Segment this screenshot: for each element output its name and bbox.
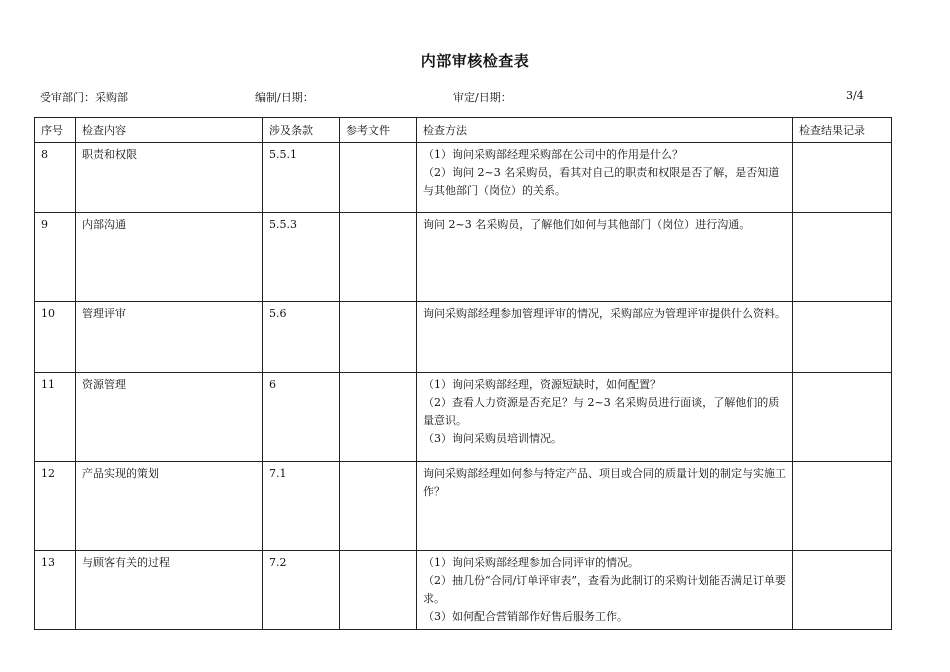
audit-checklist-table — [34, 117, 892, 630]
row-no: 10 — [35, 302, 76, 373]
header-no: 序号 — [35, 118, 76, 143]
row-content: 资源管理 — [76, 373, 263, 462]
row-result — [793, 373, 892, 462]
row-no: 13 — [35, 551, 76, 630]
row-reference — [340, 302, 417, 373]
table-row — [35, 213, 892, 302]
row-method — [417, 213, 793, 302]
row-method — [417, 143, 793, 213]
table-header-row — [35, 118, 892, 143]
method-line: （2）抽几份“合同/订单评审表”，查看为此制订的采购计划能否满足订单要求。 — [423, 574, 786, 605]
row-content: 管理评审 — [76, 302, 263, 373]
method-line: （2）查看人力资源是否充足？与 2~3 名采购员进行面谈，了解他们的质量意识。 — [423, 396, 780, 427]
header-clause: 涉及条款 — [263, 118, 340, 143]
row-reference — [340, 551, 417, 630]
row-content: 职责和权限 — [76, 143, 263, 213]
table-row — [35, 551, 892, 630]
row-reference — [340, 373, 417, 462]
row-reference — [340, 462, 417, 551]
row-method — [417, 551, 793, 630]
approved-by-date: 审定/日期： — [453, 91, 512, 104]
page-title: 内部审核检查表 — [420, 52, 530, 70]
method-line: （3）询问采购员培训情况。 — [423, 432, 562, 445]
row-no: 8 — [35, 143, 76, 213]
prepared-by-date: 编制/日期： — [255, 91, 314, 104]
row-clause: 5.5.3 — [263, 213, 340, 302]
row-clause: 5.6 — [263, 302, 340, 373]
row-reference — [340, 143, 417, 213]
row-no: 12 — [35, 462, 76, 551]
table-row — [35, 462, 892, 551]
row-reference — [340, 213, 417, 302]
row-content: 内部沟通 — [76, 213, 263, 302]
method-line: 询问采购部经理参加管理评审的情况，采购部应为管理评审提供什么资料。 — [423, 307, 786, 320]
table-row — [35, 143, 892, 213]
row-clause: 6 — [263, 373, 340, 462]
row-method — [417, 462, 793, 551]
table-row — [35, 373, 892, 462]
method-line: （1）询问采购部经理参加合同评审的情况。 — [423, 556, 639, 569]
header-content: 检查内容 — [76, 118, 263, 143]
method-line: （1）询问采购部经理采购部在公司中的作用是什么？ — [423, 148, 683, 161]
row-result — [793, 462, 892, 551]
row-method — [417, 302, 793, 373]
row-clause: 7.2 — [263, 551, 340, 630]
row-content: 产品实现的策划 — [76, 462, 263, 551]
table-row — [35, 302, 892, 373]
row-no: 9 — [35, 213, 76, 302]
row-clause: 7.1 — [263, 462, 340, 551]
row-result — [793, 551, 892, 630]
method-line: （1）询问采购部经理，资源短缺时，如何配置？ — [423, 378, 661, 391]
method-line: （3）如何配合营销部作好售后服务工作。 — [423, 610, 628, 623]
header-method: 检查方法 — [417, 118, 793, 143]
row-result — [793, 213, 892, 302]
audited-department: 受审部门：采购部 — [40, 91, 128, 104]
row-content: 与顾客有关的过程 — [76, 551, 263, 630]
method-line: 询问 2~3 名采购员，了解他们如何与其他部门（岗位）进行沟通。 — [423, 218, 751, 231]
row-result — [793, 143, 892, 213]
row-result — [793, 302, 892, 373]
method-line: 询问采购部经理如何参与特定产品、项目或合同的质量计划的制定与实施工作？ — [423, 467, 786, 498]
row-no: 11 — [35, 373, 76, 462]
header-reference: 参考文件 — [340, 118, 417, 143]
page-number: 3/4 — [846, 89, 864, 102]
method-line: （2）询问 2~3 名采购员，看其对自己的职责和权限是否了解，是否知道与其他部门（岗位）的关系。 — [423, 166, 780, 197]
row-clause: 5.5.1 — [263, 143, 340, 213]
header-result: 检查结果记录 — [793, 118, 892, 143]
row-method — [417, 373, 793, 462]
